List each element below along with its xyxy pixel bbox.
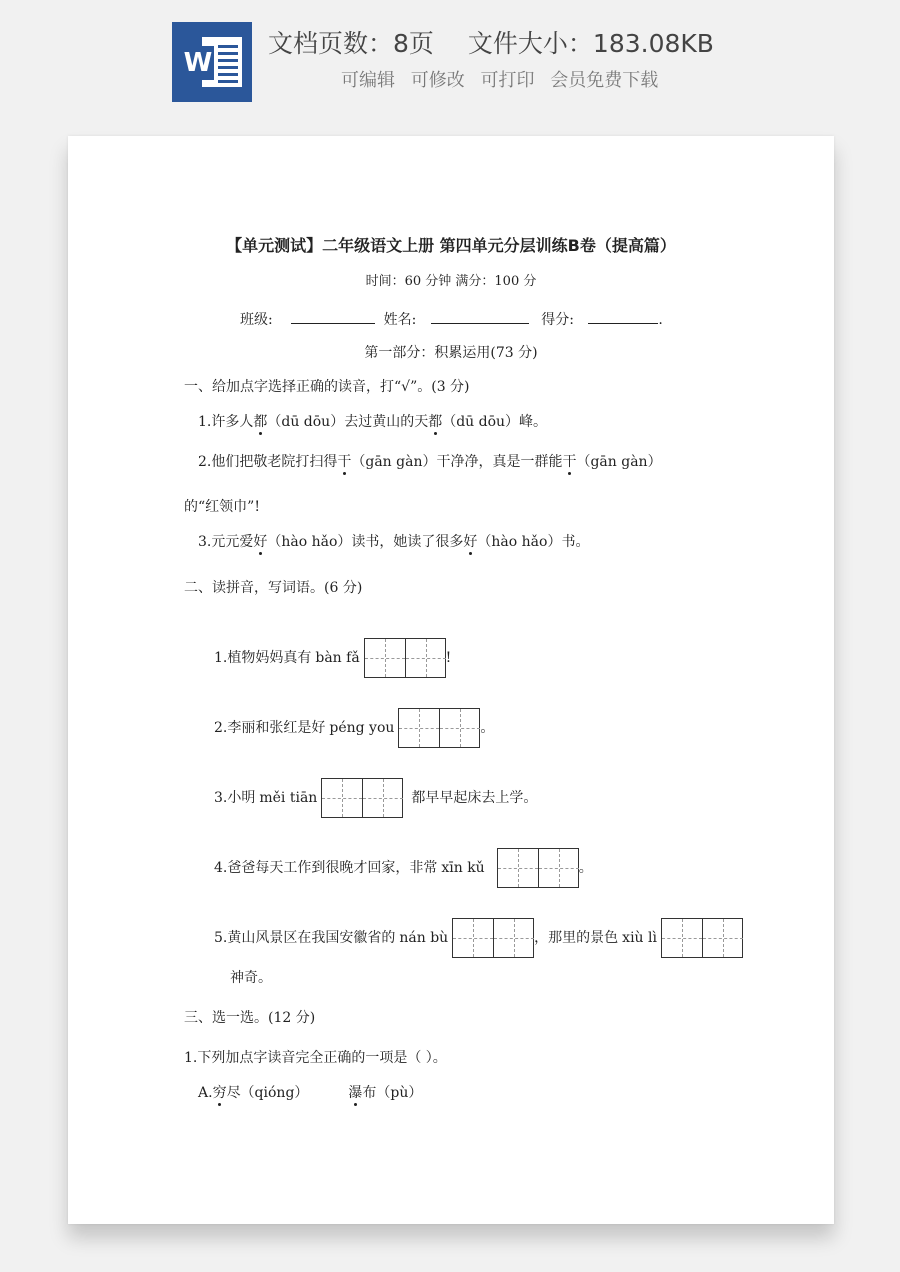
class-blank [291,309,375,324]
page-count: 文档页数：8页 [268,29,434,58]
s3-option-a: A.穷尽（qióng） 瀑布（pù） [198,1085,423,1101]
s2-question-4: 4.爸爸每天工作到很晚才回家，非常 xīn kǔ 。 [214,848,593,888]
section-three-heading: 三、选一选。(12 分) [184,1010,316,1026]
answer-grid[interactable] [398,708,480,748]
class-label: 班级: [240,312,273,328]
part-one-heading: 第一部分：积累运用(73 分) [364,345,538,361]
s1-question-2: 2.他们把敬老院打扫得干（gān gàn）干净净，真是一群能干（gān gàn） [198,454,662,470]
feature-free-download: 会员免费下载 [550,70,659,91]
section-two-heading: 二、读拼音，写词语。(6 分) [184,580,363,596]
doc-subtitle: 时间：60 分钟 满分：100 分 [365,274,537,289]
answer-grid[interactable] [661,918,743,958]
feature-editable: 可编辑 [341,70,395,91]
feature-printable: 可打印 [480,70,535,91]
section-one-heading: 一、给加点字选择正确的读音，打“√”。(3 分) [184,379,470,395]
s2-question-5-continued: 神奇。 [230,970,272,986]
answer-grid[interactable] [364,638,446,678]
s1-question-3: 3.元元爱好（hào hǎo）读书，她读了很多好（hào hǎo）书。 [198,534,590,550]
doc-title: 【单元测试】二年级语文上册 第四单元分层训练B卷（提高篇） [226,236,676,255]
name-blank [431,309,529,324]
s1-question-2-continued: 的“红领巾”! [184,499,260,515]
feature-list [341,66,668,92]
answer-grid[interactable] [321,778,403,818]
file-info [268,24,714,60]
score-label: 得分: [541,312,574,328]
s2-question-3: 3.小明 měi tiān 都早早起床去上学。 [214,778,537,818]
word-document-icon [172,22,252,102]
word-letter-badge: W [183,48,213,78]
s1-question-1: 1.许多人都（dū dōu）去过黄山的天都（dū dōu）峰。 [198,414,548,430]
document-page [68,136,834,1224]
student-info-row: 班级: 姓名: 得分: . [240,309,663,330]
s2-question-1: 1.植物妈妈真有 bàn fǎ ! [214,638,451,678]
answer-grid[interactable] [497,848,579,888]
s2-question-5: 5.黄山风景区在我国安徽省的 nán bù ，那里的景色 xiù lì [214,918,743,958]
file-size: 文件大小：183.08KB [467,29,714,58]
name-label: 姓名: [383,312,417,328]
s3-question-1: 1.下列加点字读音完全正确的一项是（ ）。 [184,1050,447,1066]
answer-grid[interactable] [452,918,534,958]
s2-question-2: 2.李丽和张红是好 péng you 。 [214,708,494,748]
score-blank [588,309,658,324]
feature-modifiable: 可修改 [410,70,465,91]
